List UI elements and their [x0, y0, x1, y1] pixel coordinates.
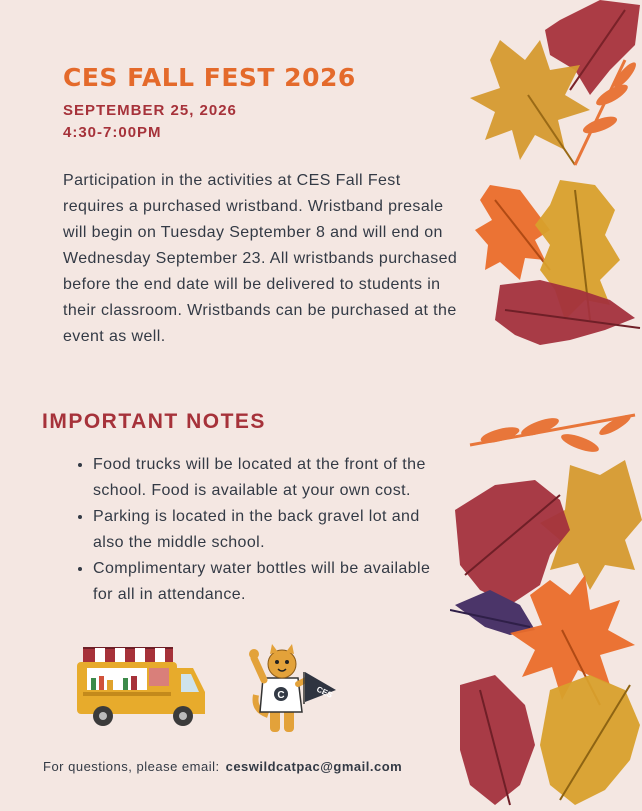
contact-email[interactable]: ceswildcatpac@gmail.com — [225, 759, 403, 774]
food-truck-icon — [75, 640, 210, 732]
footer-label: For questions, please email: — [43, 759, 220, 774]
note-item: • Complimentary water bottles will be available for all in attendance. — [93, 556, 448, 608]
mascot-shirt-letter: C — [277, 690, 285, 701]
autumn-leaves-top-decoration — [440, 0, 642, 345]
notes-heading: IMPORTANT NOTES — [42, 410, 266, 433]
intro-paragraph: Participation in the activities at CES Fall Fest requires a purchased wristband. Wristband presale will begin on Tuesday September 8 and will end on Wednesday September 23. All wristbands purchased before the end date will be delivered to students in their classroom. Wristbands can be purchased at the event as well. — [63, 172, 458, 345]
notes-list — [75, 452, 448, 608]
event-time: 4:30-7:00PM — [63, 124, 162, 141]
mascot-pennant-text: CES — [315, 684, 334, 700]
event-datetime — [63, 100, 237, 144]
event-date: SEPTEMBER 25, 2026 — [63, 102, 237, 119]
event-title: CES FALL FEST 2026 — [63, 63, 356, 92]
note-item: • Parking is located in the back gravel lot and also the middle school. — [93, 504, 448, 556]
footer-contact — [43, 759, 402, 774]
wildcat-mascot-icon — [248, 640, 338, 735]
autumn-leaves-bottom-decoration — [450, 405, 642, 811]
note-item: • Food trucks will be located at the front of the school. Food is available at your own cost. — [93, 452, 448, 504]
